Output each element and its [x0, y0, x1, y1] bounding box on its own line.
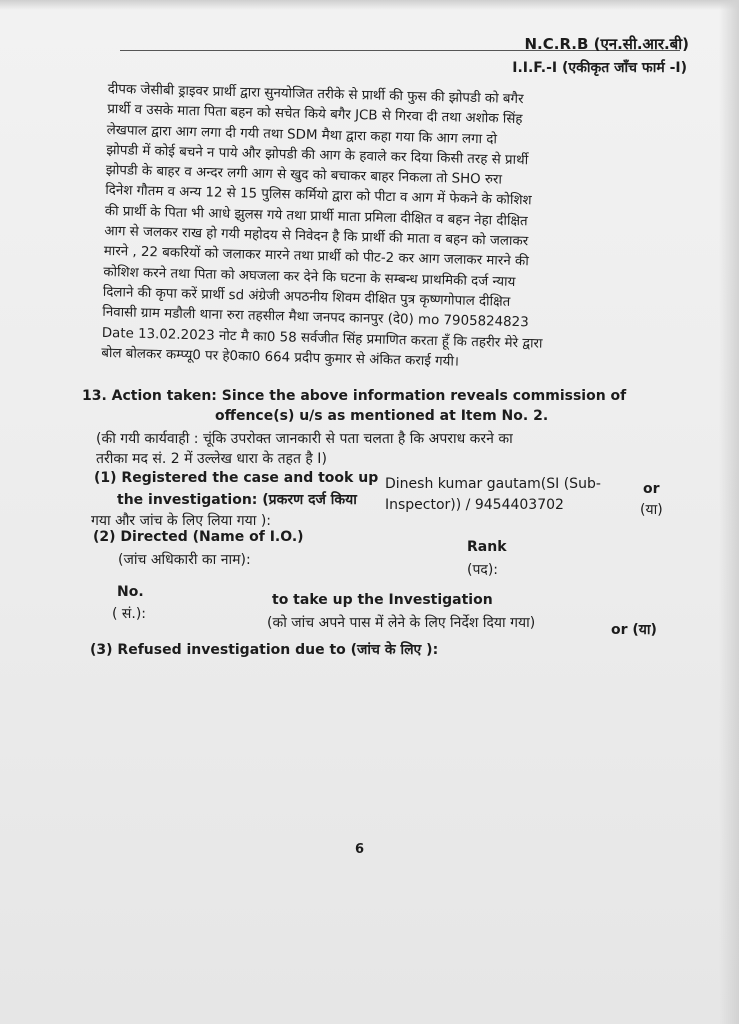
- complaint-line: प्रार्थी व उसके माता पिता बहन को सचेत किये बगैर JCB से गिरवा दी तथा अशोक सिंह: [107, 102, 523, 128]
- directed-label-line1: (2) Directed (Name of I.O.): [93, 529, 304, 545]
- complaint-line: Date 13.02.2023 नोट मै का0 58 सर्वजीत सिंह प्रमाणित करता हूँ कि तहरीर मेरे द्वारा: [101, 325, 543, 352]
- directed-label-line2: (जांच अधिकारी का नाम):: [118, 552, 251, 568]
- complaint-line: लेखपाल द्वारा आग लगा दी गयी तथा SDM मैथा द्वारा कहा गया कि आग लगा दो: [106, 122, 498, 148]
- complaint-line: दिनेश गौतम व अन्य 12 से 15 पुलिस कर्मियो द्वारा को पीटा व आग में फेकने के कोशिश: [105, 183, 532, 209]
- complaint-line: मारने , 22 बकरियों को जलाकर मारने तथा प्रार्थी को पीट-2 कर आग जलाकर मारने की: [103, 244, 529, 270]
- complaint-line: आग से जलकर राख हो गयी महोदय से निवेदन है कि प्रार्थी की माता व बहन को जलाकर: [104, 224, 529, 250]
- registered-or: or: [643, 481, 660, 497]
- complaint-line: झोपडी में कोई बचने न पाये और झोपडी की आग के हवाले कर दिया किसी तरह से प्रार्थी: [106, 142, 529, 169]
- directed-or: or (या): [611, 622, 657, 638]
- action-taken-line1: 13. Action taken: Since the above information reveals commission of: [82, 388, 627, 404]
- registered-label-line3: गया और जांच के लिए लिया गया ):: [91, 513, 272, 529]
- header-ncrb: N.C.R.B (एन.सी.आर.बी): [524, 35, 689, 53]
- rank-label: Rank: [467, 539, 507, 555]
- refused-investigation: (3) Refused investigation due to (जांच के लिए ):: [90, 642, 439, 658]
- complaint-line: झोपडी के बाहर व अन्दर लगी आग से खुद को बचाकर बाहर निकला तो SHO रुरा: [105, 163, 503, 188]
- number-label: No.: [117, 584, 144, 600]
- page-shadow-top: [0, 0, 739, 10]
- take-up-investigation: to take up the Investigation: [272, 592, 493, 608]
- registered-label-line2: the investigation: (प्रकरण दर्ज किया: [117, 492, 357, 508]
- registered-label-line1: (1) Registered the case and took up: [94, 470, 379, 486]
- action-taken-line2: offence(s) u/s as mentioned at Item No. 2.: [215, 408, 549, 424]
- action-taken-hindi1: (की गयी कार्यवाही : चूंकि उपरोक्त जानकारी से पता चलता है कि अपराध करने का: [96, 431, 513, 447]
- page-shadow-right: [719, 0, 739, 1024]
- number-label-hindi: ( सं.):: [112, 606, 147, 622]
- registered-or-hindi: (या): [640, 502, 663, 518]
- header-iif: I.I.F.-I (एकीकृत जाँच फार्म -I): [512, 60, 687, 76]
- registered-officer-line1: Dinesh kumar gautam(SI (Sub-: [385, 476, 601, 492]
- complaint-line: बोल बोलकर कम्प्यू0 पर हे0का0 664 प्रदीप कुमार से अंकित कराई गयी।: [101, 345, 460, 370]
- page-number: 6: [355, 842, 365, 857]
- registered-officer-line2: Inspector)) / 9454403702: [385, 497, 564, 513]
- rank-label-hindi: (पद):: [467, 562, 499, 578]
- complaint-line: की प्रार्थी के पिता भी आधे झुलस गये तथा प्रार्थी माता प्रमिला दीक्षित व बहन नेहा दीक्षित: [104, 203, 528, 230]
- complaint-line: दीपक जेसीबी ड्राइवर प्रार्थी द्वारा सुनयोजित तरीके से प्रार्थी की फुस की झोपडी को बगैर: [107, 81, 524, 108]
- complaint-line: कोशिश करने तथा पिता को अघजला कर देने कि घटना के सम्बन्ध प्राथमिकी दर्ज न्याय: [103, 264, 516, 290]
- complaint-line: दिलाने की कृपा करें प्रार्थी sd अंग्रेजी अपठनीय शिवम दीक्षित पुत्र कृष्णगोपाल दीक्षित: [102, 284, 511, 310]
- complaint-text: [101, 80, 628, 377]
- take-up-investigation-hindi: (को जांच अपने पास में लेने के लिए निर्देश दिया गया): [267, 615, 536, 631]
- action-taken-hindi2: तरीका मद सं. 2 में उल्लेख धारा के तहत है I): [96, 451, 327, 467]
- complaint-line: निवासी ग्राम मडौली थाना रुरा तहसील मैथा जनपद कानपुर (दे0) mo 7905824823: [102, 305, 529, 331]
